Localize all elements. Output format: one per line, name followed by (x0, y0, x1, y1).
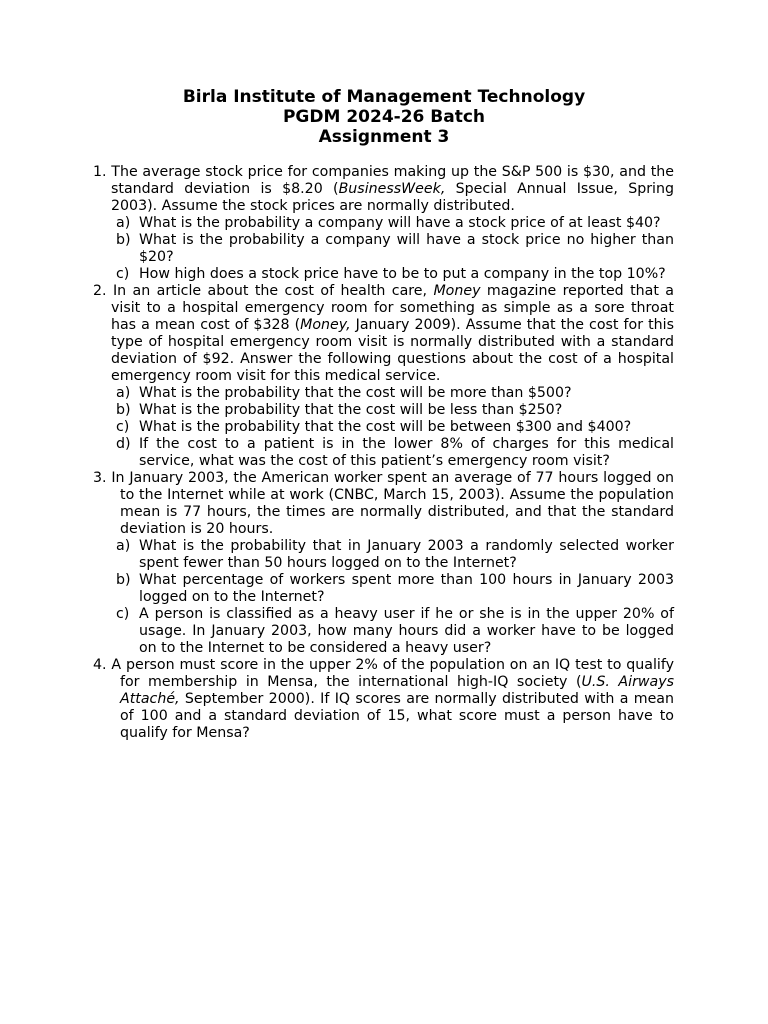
question-3-stem (93, 470, 674, 538)
sub-question (93, 215, 674, 232)
question-number: 4. (93, 657, 107, 673)
question-text: In an article about the cost of health care, (112, 283, 434, 299)
question-4 (93, 657, 674, 742)
source-citation: BusinessWeek, (338, 181, 446, 197)
question-number: 3. (93, 470, 107, 486)
question-number: 2. (93, 283, 107, 299)
question-number: 1. (93, 164, 107, 180)
sub-question-letter: c) (116, 266, 130, 282)
source-citation: Money (433, 283, 481, 299)
question-text: September 2000). If IQ scores are normally distributed with a mean of 100 and a standard deviation of 15, what score must a person have to qualify for Mensa? (120, 691, 674, 741)
question-text: A person must score in the upper 2% of the population on an IQ test to qualify for membership in Mensa, the international high-IQ society ( (111, 657, 674, 690)
sub-question-letter: a) (116, 385, 131, 401)
source-citation: U.S. Airways Attaché, (120, 674, 674, 707)
sub-question-letter: d) (116, 436, 131, 452)
sub-question-list (93, 538, 674, 657)
assignment-title: Assignment 3 (318, 127, 450, 147)
sub-question (93, 266, 674, 283)
question-1 (93, 164, 674, 283)
sub-question-text: What is the probability that the cost will be more than $500? (139, 385, 572, 401)
sub-question-text: What is the probability a company will have a stock price no higher than $20? (139, 232, 674, 265)
sub-question (93, 232, 674, 266)
sub-question-letter: b) (116, 232, 131, 248)
sub-question (93, 572, 674, 606)
document-header (0, 87, 768, 147)
sub-question-text: What is the probability that the cost will be less than $250? (139, 402, 563, 418)
question-3 (93, 470, 674, 657)
question-2 (93, 283, 674, 470)
sub-question-letter: c) (116, 606, 130, 622)
source-citation: Money, (300, 317, 351, 333)
question-1-stem (93, 164, 674, 215)
sub-question (93, 606, 674, 657)
sub-question-letter: a) (116, 538, 131, 554)
batch-name: PGDM 2024-26 Batch (282, 107, 486, 127)
sub-question-letter: c) (116, 419, 130, 435)
sub-question-list (93, 215, 674, 283)
institute-name: Birla Institute of Management Technology (182, 87, 586, 107)
sub-question (93, 402, 674, 419)
sub-question-letter: b) (116, 402, 131, 418)
sub-question-text: What is the probability that in January 2003 a randomly selected worker spent fewer than 50 hours logged on to the Internet? (139, 538, 674, 571)
question-2-stem (93, 283, 674, 385)
question-text: The average stock price for companies making up the S&P 500 is $30, and the standard deviation is $8.20 ( (111, 164, 674, 197)
question-4-stem (93, 657, 674, 742)
sub-question (93, 385, 674, 402)
sub-question (93, 538, 674, 572)
question-text: January 2009). Assume that the cost for this type of hospital emergency room visit is normally distributed with a standard deviation of $92. Answer the following questions about the cost of a hospital emergency room visit for this medical service. (111, 317, 674, 384)
sub-question-text: What percentage of workers spent more than 100 hours in January 2003 logged on to the Internet? (139, 572, 674, 605)
sub-question-text: What is the probability that the cost will be between $300 and $400? (139, 419, 632, 435)
sub-question-text: A person is classified as a heavy user if he or she is in the upper 20% of usage. In January 2003, how many hours did a worker have to be logged on to the Internet to be considered a heavy user? (139, 606, 674, 656)
question-list (93, 164, 674, 742)
question-text: magazine reported that a visit to a hospital emergency room for something as simple as a sore throat has a mean cost of $328 ( (111, 283, 674, 333)
sub-question-letter: a) (116, 215, 131, 231)
sub-question-letter: b) (116, 572, 131, 588)
sub-question-text: How high does a stock price have to be to put a company in the top 10%? (139, 266, 666, 282)
question-text: Special Annual Issue, Spring 2003). Assume the stock prices are normally distributed. (111, 181, 674, 214)
sub-question (93, 419, 674, 436)
sub-question-text: What is the probability a company will have a stock price of at least $40? (139, 215, 661, 231)
sub-question-text: If the cost to a patient is in the lower 8% of charges for this medical service, what was the cost of this patient’s emergency room visit? (139, 436, 674, 469)
question-text: In January 2003, the American worker spent an average of 77 hours logged on to the Internet while at work (CNBC, March 15, 2003). Assume the population mean is 77 hours, the times are normally distributed, and that the standard deviation is 20 hours. (111, 470, 674, 537)
sub-question-list (93, 385, 674, 470)
sub-question (93, 436, 674, 470)
